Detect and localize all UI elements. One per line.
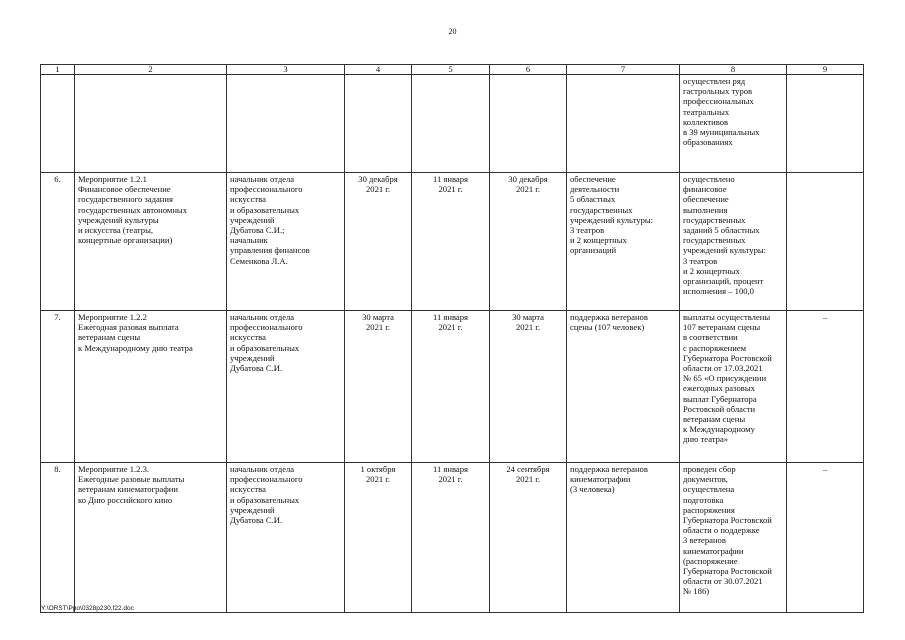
- header-cell: 9: [787, 65, 864, 75]
- header-cell: 1: [41, 65, 75, 75]
- plan-date-cell: [345, 75, 412, 173]
- note-cell: –: [787, 463, 864, 613]
- row-number: 7.: [41, 311, 75, 463]
- event-cell: Мероприятие 1.2.2 Ежегодная разовая выплата ветеранам сцены к Международному дню театра: [75, 311, 227, 463]
- header-cell: 7: [567, 65, 680, 75]
- fact-start-cell: 11 января 2021 г.: [412, 311, 490, 463]
- row-number: 6.: [41, 173, 75, 311]
- fact-end-cell: [490, 75, 567, 173]
- event-cell: [75, 75, 227, 173]
- plan-date-cell: 30 декабря 2021 г.: [345, 173, 412, 311]
- event-cell: Мероприятие 1.2.3. Ежегодные разовые выплаты ветеранам кинематографии ко Дню российского кино: [75, 463, 227, 613]
- actual-result-cell: выплаты осуществлены 107 ветеранам сцены в соответствии с распоряжением Губернатора Ростовской области от 17.03.2021 № 65 «О присуждении ежегодных разовых выплат Губернатора Ростовской области ветеранам сцены к Международному дню театра»: [680, 311, 787, 463]
- table-row: [41, 173, 864, 311]
- report-table: [40, 64, 864, 613]
- actual-result-cell: проведен сбор документов, осуществлена подготовка распоряжения Губернатора Ростовской области о поддержке 3 ветеранов кинематографии (распоряжение Губернатора Ростовской области от 30.07.2021 № 186): [680, 463, 787, 613]
- actual-result-cell: осуществлено финансовое обеспечение выполнения государственных заданий 5 областных государственных учреждений культуры: 3 театров и 2 концертных организаций, процент исполнения – 100,0: [680, 173, 787, 311]
- expected-result-cell: поддержка ветеранов сцены (107 человек): [567, 311, 680, 463]
- fact-end-cell: 30 декабря 2021 г.: [490, 173, 567, 311]
- fact-start-cell: [412, 75, 490, 173]
- responsible-cell: начальник отдела профессионального искусства и образовательных учреждений Дубатова С.И.: [227, 311, 345, 463]
- expected-result-cell: обеспечение деятельности 5 областных государственных учреждений культуры: 3 театров и 2 концертных организаций: [567, 173, 680, 311]
- responsible-cell: начальник отдела профессионального искусства и образовательных учреждений Дубатова С.И.; начальник управления финансов Семенкова Л.А.: [227, 173, 345, 311]
- expected-result-cell: [567, 75, 680, 173]
- file-path-footer: Y:\ORST\Ppo\0328p230.f22.doc: [41, 605, 134, 612]
- table-row: [41, 463, 864, 613]
- responsible-cell: [227, 75, 345, 173]
- actual-result-cell: осуществлен ряд гастрольных туров профессиональных театральных коллективов в 39 муниципальных образованиях: [680, 75, 787, 173]
- note-cell: [787, 75, 864, 173]
- header-row: [41, 65, 864, 75]
- header-cell: 8: [680, 65, 787, 75]
- plan-date-cell: 30 марта 2021 г.: [345, 311, 412, 463]
- note-cell: –: [787, 311, 864, 463]
- page-number: 20: [448, 27, 457, 36]
- note-cell: [787, 173, 864, 311]
- row-number: [41, 75, 75, 173]
- row-number: 8.: [41, 463, 75, 613]
- header-cell: 2: [75, 65, 227, 75]
- table-row: [41, 75, 864, 173]
- fact-end-cell: 30 марта 2021 г.: [490, 311, 567, 463]
- plan-date-cell: 1 октября 2021 г.: [345, 463, 412, 613]
- header-cell: 3: [227, 65, 345, 75]
- header-cell: 5: [412, 65, 490, 75]
- expected-result-cell: поддержка ветеранов кинематографии (3 человека): [567, 463, 680, 613]
- fact-start-cell: 11 января 2021 г.: [412, 463, 490, 613]
- responsible-cell: начальник отдела профессионального искусства и образовательных учреждений Дубатова С.И.: [227, 463, 345, 613]
- event-cell: Мероприятие 1.2.1 Финансовое обеспечение государственного задания государственных автономных учреждений культуры и искусства (театры, концертные организации): [75, 173, 227, 311]
- fact-end-cell: 24 сентября 2021 г.: [490, 463, 567, 613]
- header-cell: 6: [490, 65, 567, 75]
- fact-start-cell: 11 января 2021 г.: [412, 173, 490, 311]
- header-cell: 4: [345, 65, 412, 75]
- table-row: [41, 311, 864, 463]
